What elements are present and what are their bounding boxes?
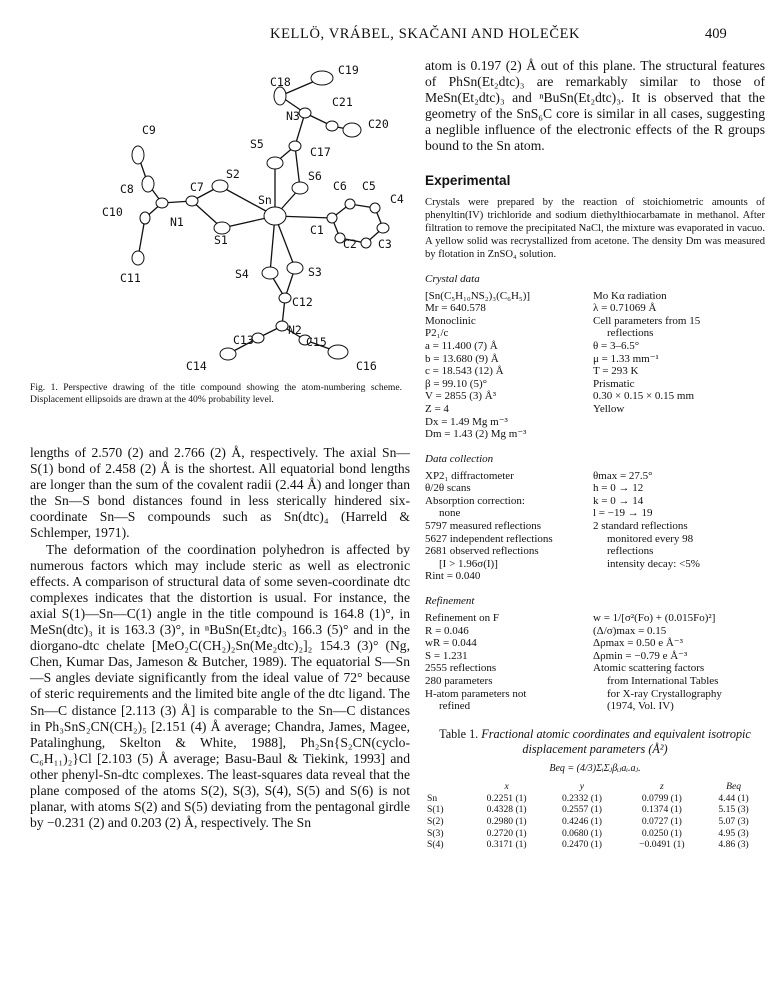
crystal-data-item: Z = 4	[425, 402, 449, 415]
atom-label: S3	[308, 265, 322, 279]
data-collection-item: θmax = 27.5°	[593, 469, 653, 482]
table-cell: 0.1374 (1)	[641, 804, 682, 816]
data-collection-item: θ/2θ scans	[425, 482, 471, 495]
column-header: z	[659, 780, 664, 792]
page-number: 409	[705, 26, 727, 42]
running-header-authors: KELLÖ, VRÁBEL, SKAČANI AND HOLEČEK	[270, 26, 581, 42]
column-header: Beq	[726, 780, 742, 792]
atom-label: C2	[343, 237, 357, 251]
atom-label: C7	[190, 180, 204, 194]
atom-label: C9	[142, 123, 156, 137]
beq-formula: Beq = (4/3)ΣᵢΣⱼβᵢⱼaᵢ.aⱼ.	[549, 762, 641, 774]
table-row	[425, 839, 763, 851]
table-cell: 0.2557 (1)	[561, 804, 602, 816]
table-cell: 0.0250 (1)	[641, 827, 682, 839]
coordinates-table	[425, 780, 763, 851]
table-cell: 5.15 (3)	[718, 804, 749, 816]
table-label: Table 1.	[439, 726, 479, 741]
crystal-data-item: Dx = 1.49 Mg m⁻³	[425, 415, 508, 428]
data-collection-block	[425, 470, 765, 583]
atom-label: C3	[378, 237, 392, 251]
left-column-body	[30, 445, 410, 831]
atom-label: C14	[186, 359, 207, 373]
data-collection-item: monitored every 98	[607, 532, 694, 545]
refinement-block	[425, 612, 765, 713]
table-cell: 0.4328 (1)	[486, 804, 527, 816]
subsection-heading: Refinement	[425, 595, 475, 608]
crystal-data-item: Cell parameters from 15	[593, 314, 701, 327]
atom-label: S1	[214, 233, 228, 247]
refinement-item: from International Tables	[607, 675, 719, 687]
table-header-row	[425, 780, 763, 793]
atom-label: C21	[332, 95, 353, 109]
data-collection-item: intensity decay: <5%	[607, 557, 700, 570]
table-row	[425, 793, 763, 805]
table-row	[425, 816, 763, 828]
crystal-data-item: θ = 3–6.5°	[593, 339, 640, 352]
atom-label: C20	[368, 117, 389, 131]
atom-label: C5	[362, 179, 376, 193]
atom-label: Sn	[258, 193, 272, 207]
crystal-data-item: λ = 0.71069 Å	[593, 302, 657, 315]
data-collection-item: 2681 observed reflections	[425, 545, 539, 558]
atom-label: N3	[286, 109, 300, 123]
atom-label: C6	[333, 179, 347, 193]
refinement-item: refined	[439, 700, 471, 713]
crystal-data-item: a = 11.400 (7) Å	[425, 339, 498, 352]
subsection-heading: Crystal data	[425, 272, 480, 285]
column-header: x	[504, 780, 509, 792]
table-row	[425, 828, 763, 840]
body-paragraph: atom is 0.197 (2) Å out of this plane. The structural features of PhSn(Et₂dtc)₃ are remarkably similar to those of MeSn(Et₂dtc)₃ and ⁿBuSn(Et₂dtc)₃. It is observed that the geometry of the SnS₆C core is similar in all cases, suggesting a neglible influence of the electronic effects of the R groups bound to the Sn atom.	[425, 58, 765, 154]
atom-label: C10	[102, 205, 123, 219]
refinement-item: (Δ/σ)max = 0.15	[593, 624, 667, 637]
table-cell: 4.95 (3)	[718, 827, 749, 839]
table-cell: −0.0491 (1)	[639, 839, 685, 851]
crystal-data-item: Monoclinic	[425, 314, 476, 327]
refinement-item: 2555 reflections	[425, 662, 497, 675]
refinement-item: Refinement on F	[425, 612, 499, 625]
crystal-data-item: 0.30 × 0.15 × 0.15 mm	[593, 390, 695, 403]
body-paragraph: lengths of 2.570 (2) and 2.766 (2) Å, respectively. The axial Sn—S(1) bond of 2.458 (2) Å is the shortest. All equatorial bond lengths are longer than the sum of the covalent radii (2.44 Å) and longer than the Sn—S bond distances found in less sterically hindered six-coordinate Sn—S compounds such as Sn(dtc)₄ (Harreld & Schlemper, 1971).	[30, 445, 410, 541]
refinement-item: H-atom parameters not	[425, 687, 527, 700]
atom-label: C15	[306, 335, 327, 349]
crystal-data-item: reflections	[607, 327, 654, 340]
data-collection-item: Absorption correction:	[425, 494, 525, 507]
crystal-data-item: [Sn(C₅H₁₀NS₂)₃(C₆H₅)]	[425, 289, 531, 302]
data-collection-item: l = −19 → 19	[593, 507, 653, 520]
refinement-item: S = 1.231	[425, 649, 468, 662]
atom-label: C12	[292, 295, 313, 309]
table-cell: 0.2251 (1)	[486, 792, 527, 804]
atom-label: S6	[308, 169, 322, 183]
data-collection-item: none	[439, 507, 461, 520]
table-cell: 5.07 (3)	[718, 815, 749, 827]
crystal-data-item: V = 2855 (3) Å³	[425, 390, 497, 403]
refinement-item: Δρmin = −0.79 e Å⁻³	[593, 649, 688, 662]
data-collection-item: XP2₁ diffractometer	[425, 469, 514, 482]
table-cell: 0.2720 (1)	[486, 827, 527, 839]
table-cell: 0.2470 (1)	[561, 839, 602, 851]
crystal-data-item: b = 13.680 (9) Å	[425, 352, 499, 365]
crystal-data-item: P2₁/c	[425, 327, 449, 340]
table-cell: 0.3171 (1)	[486, 839, 527, 851]
table-row	[425, 804, 763, 816]
table-cell: 4.86 (3)	[718, 839, 749, 851]
data-collection-item: 2 standard reflections	[593, 520, 688, 533]
atom-label: C8	[120, 182, 134, 196]
table-title	[425, 727, 765, 757]
atom-label: C16	[356, 359, 377, 373]
table-cell: 0.0727 (1)	[641, 815, 682, 827]
table-caption: Fractional atomic coordinates and equivalent isotropic displacement parameters (Å²)	[481, 726, 751, 756]
ortep-drawing	[100, 58, 410, 378]
crystal-data-item: β = 99.10 (5)°	[425, 377, 488, 390]
crystal-data-item: T = 293 K	[593, 365, 639, 378]
data-collection-item: 5627 independent reflections	[425, 532, 553, 545]
refinement-item: R = 0.046	[425, 624, 469, 637]
data-collection-item: Rint = 0.040	[425, 570, 481, 583]
table-cell: 0.2980 (1)	[486, 815, 527, 827]
column-header	[425, 780, 469, 793]
refinement-item: (1974, Vol. IV)	[607, 700, 674, 713]
column-header: y	[579, 780, 585, 792]
table-cell: S(2)	[427, 815, 444, 827]
refinement-item: for X-ray Crystallography	[607, 687, 722, 700]
crystal-data-item: Mr = 640.578	[425, 302, 486, 315]
atom-label: N1	[170, 215, 184, 229]
table-cell: 4.44 (1)	[718, 792, 749, 804]
atom-label: C1	[310, 223, 324, 237]
refinement-item: 280 parameters	[425, 675, 493, 687]
experimental-text: Crystals were prepared by the reaction of stoichiometric amounts of phenyltin(IV) trichloride and sodium diethylthiocarbamate in methanol. After filtration to remove the precipitated NaCl, the mixture was evaporated in vacuo. A yellow solid was recrystallized from acetone. The density Dm was measured by flotation in ZnSO₄ solution.	[425, 196, 765, 260]
atom-label: C11	[120, 271, 141, 285]
crystal-data-item: μ = 1.33 mm⁻¹	[593, 352, 659, 365]
refinement-item: Atomic scattering factors	[593, 662, 705, 675]
atom-label: S2	[226, 167, 240, 181]
table-cell: 0.0799 (1)	[641, 792, 682, 804]
crystal-data-item: Yellow	[593, 402, 625, 415]
table-cell: 0.0680 (1)	[561, 827, 602, 839]
atom-label: C4	[390, 192, 404, 206]
figure-caption: Fig. 1. Perspective drawing of the title compound showing the atom-numbering scheme. Displacement ellipsoids are drawn at the 40% probability level.	[30, 382, 402, 405]
table-cell: S(4)	[427, 839, 444, 851]
table-cell: 0.2332 (1)	[561, 792, 602, 804]
data-collection-item: [I > 1.96σ(I)]	[439, 557, 498, 570]
table-cell: Sn	[427, 792, 438, 804]
data-collection-item: reflections	[607, 545, 654, 558]
data-collection-item: h = 0 → 12	[593, 482, 644, 495]
refinement-item: Δρmax = 0.50 e Å⁻³	[593, 637, 683, 650]
atom-label: C13	[233, 333, 254, 347]
right-column	[425, 58, 765, 851]
refinement-item: wR = 0.044	[425, 637, 477, 650]
crystal-data-item: Dm = 1.43 (2) Mg m⁻³	[425, 428, 527, 441]
data-collection-item: k = 0 → 14	[593, 494, 644, 507]
atom-label: C17	[310, 145, 331, 159]
refinement-item: w = 1/[σ²(Fo) + (0.015Fo)²]	[593, 612, 716, 625]
section-heading: Experimental	[425, 172, 511, 188]
body-paragraph: The deformation of the coordination polyhedron is affected by numerous factors which may include steric as well as electronic effects. A comparison of structural data of some seven-coordinate dtc complexes indicates that the distortion is usual. For instance, the axial S(1)—Sn—C(1) angle in the title compound is 164.8 (1)°, in MeSn(dtc)₃ it is 163.3 (3)°, in ⁿBuSn(Et₂dtc)₃ 166.3 (5)° and in the diorgano-dtc chelate [MeO₂C(CH₂)₂Sn(Me₂dtc)₂]₂ 154.3 (3)° (Ng, Chen, Kumar Das, Jameson & Butcher, 1989). The equatorial S—Sn—S angles deviate significantly from the ideal value of 72° because of steric requirements and the limited bite angle of the dtc ligand. The Sn—C distance [2.113 (3) Å] is comparable to the Sn—C distances in Ph₃SnS₂CN(CH₂)₅ [2.151 (4) Å average; Chandra, James, Magee, Patalinghung, Skelton & White, 1988], Ph₂Sn{S₂CN(cyclo-C₆H₁₁)₂}Cl [2.103 (5) Å average; Basu-Baul & Tiekink, 1993] and other phenyl-Sn-dtc complexes. The least-squares data reveal that the plane composed of the atoms S(2), S(3), S(4), S(5) and S(6) is not planar, with atoms S(2) and S(5) deviating from the pentagonal girdle by −0.231 (2) and 0.203 (2) Å, respectively. The Sn	[30, 541, 410, 831]
crystal-data-item: c = 18.543 (12) Å	[425, 365, 504, 378]
atom-label: C18	[270, 75, 291, 89]
atom-label: S4	[235, 267, 249, 281]
atom-label: N2	[288, 323, 302, 337]
atom-label: S5	[250, 137, 264, 151]
data-collection-item: 5797 measured reflections	[425, 520, 542, 533]
crystal-data-item: Prismatic	[593, 377, 635, 390]
crystal-data-block	[425, 290, 765, 441]
subsection-heading: Data collection	[425, 452, 494, 465]
table-cell: S(3)	[427, 827, 444, 839]
atom-label: C19	[338, 63, 359, 77]
table-cell: S(1)	[427, 804, 444, 816]
table-cell: 0.4246 (1)	[561, 815, 602, 827]
molecule-figure	[100, 58, 410, 378]
crystal-data-item: Mo Kα radiation	[593, 289, 667, 302]
